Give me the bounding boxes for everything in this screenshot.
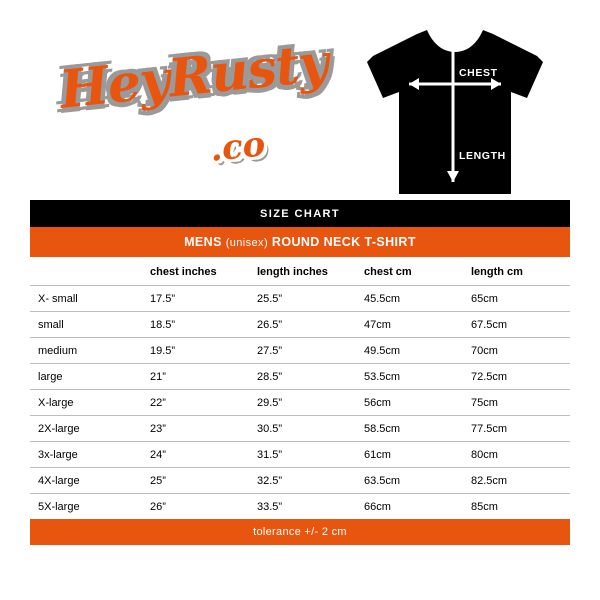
- cell-chest-cm: 53.5cm: [356, 364, 463, 390]
- cell-length-inches: 29.5”: [249, 390, 356, 416]
- size-chart-title-bar: SIZE CHART: [30, 200, 570, 227]
- tshirt-illustration: [365, 22, 545, 197]
- length-dimension-label: LENGTH: [459, 150, 506, 162]
- brand-logo-main: HeyRusty: [56, 32, 331, 121]
- column-header-length-cm: length cm: [463, 257, 570, 286]
- cell-length-inches: 32.5”: [249, 468, 356, 494]
- cell-length-cm: 70cm: [463, 338, 570, 364]
- table-row: [30, 338, 570, 364]
- column-header-length-inches: length inches: [249, 257, 356, 286]
- brand-logo-suffix: .co: [208, 124, 268, 170]
- size-table-wrapper: [30, 257, 570, 519]
- table-row: [30, 416, 570, 442]
- cell-chest-inches: 17.5”: [142, 286, 249, 312]
- brand-logo: [56, 32, 360, 170]
- cell-size: 3x-large: [30, 442, 142, 468]
- cell-length-cm: 82.5cm: [463, 468, 570, 494]
- table-header-row: [30, 257, 570, 286]
- cell-chest-inches: 22”: [142, 390, 249, 416]
- table-row: [30, 468, 570, 494]
- cell-length-cm: 77.5cm: [463, 416, 570, 442]
- cell-chest-cm: 63.5cm: [356, 468, 463, 494]
- cell-chest-inches: 23”: [142, 416, 249, 442]
- cell-length-inches: 28.5”: [249, 364, 356, 390]
- cell-length-inches: 26.5”: [249, 312, 356, 338]
- subtitle-paren: (unisex): [225, 237, 269, 249]
- cell-length-cm: 65cm: [463, 286, 570, 312]
- cell-size: medium: [30, 338, 142, 364]
- cell-length-cm: 80cm: [463, 442, 570, 468]
- column-header-chest-cm: chest cm: [356, 257, 463, 286]
- table-row: [30, 312, 570, 338]
- table-row: [30, 364, 570, 390]
- table-header: [30, 257, 570, 286]
- cell-length-inches: 25.5”: [249, 286, 356, 312]
- table-row: [30, 286, 570, 312]
- tshirt-icon: [365, 22, 545, 197]
- cell-size: X- small: [30, 286, 142, 312]
- cell-length-cm: 67.5cm: [463, 312, 570, 338]
- chest-dimension-label: CHEST: [459, 67, 498, 79]
- cell-size: large: [30, 364, 142, 390]
- cell-length-inches: 33.5”: [257, 501, 283, 513]
- cell-length-cm: 72.5cm: [463, 364, 570, 390]
- cell-length-inches: 30.5”: [249, 416, 356, 442]
- subtitle-suffix: ROUND NECK T-SHIRT: [268, 235, 416, 249]
- cell-chest-cm: 58.5cm: [356, 416, 463, 442]
- cell-size: 4X-large: [30, 468, 142, 494]
- table-row: [30, 442, 570, 468]
- cell-chest-cm: 49.5cm: [356, 338, 463, 364]
- cell-size: small: [30, 312, 142, 338]
- cell-chest-inches: 26”: [150, 501, 166, 513]
- cell-length-cm: 85cm: [471, 501, 498, 513]
- tolerance-note-bar: tolerance +/- 2 cm: [30, 519, 570, 545]
- column-header-chest-inches: chest inches: [142, 257, 249, 286]
- cell-chest-inches: 18.5”: [142, 312, 249, 338]
- cell-chest-cm: 61cm: [356, 442, 463, 468]
- size-table: [30, 257, 570, 519]
- cell-size: 5X-large: [38, 501, 80, 513]
- cell-chest-cm: 66cm: [364, 501, 391, 513]
- cell-length-inches: 27.5”: [249, 338, 356, 364]
- table-row: [30, 390, 570, 416]
- cell-length-inches: 31.5”: [249, 442, 356, 468]
- cell-chest-inches: 19.5”: [142, 338, 249, 364]
- product-subtitle-bar: [30, 227, 570, 257]
- cell-chest-inches: 25”: [142, 468, 249, 494]
- table-body: [30, 286, 570, 520]
- table-row: [30, 494, 570, 520]
- cell-size: X-large: [30, 390, 142, 416]
- subtitle-prefix: MENS: [184, 235, 226, 249]
- header: [0, 0, 600, 200]
- cell-chest-cm: 47cm: [356, 312, 463, 338]
- column-header-size: [30, 257, 142, 286]
- cell-chest-cm: 56cm: [356, 390, 463, 416]
- cell-size: 2X-large: [30, 416, 142, 442]
- cell-length-cm: 75cm: [463, 390, 570, 416]
- cell-chest-inches: 21”: [142, 364, 249, 390]
- cell-chest-cm: 45.5cm: [356, 286, 463, 312]
- cell-chest-inches: 24”: [142, 442, 249, 468]
